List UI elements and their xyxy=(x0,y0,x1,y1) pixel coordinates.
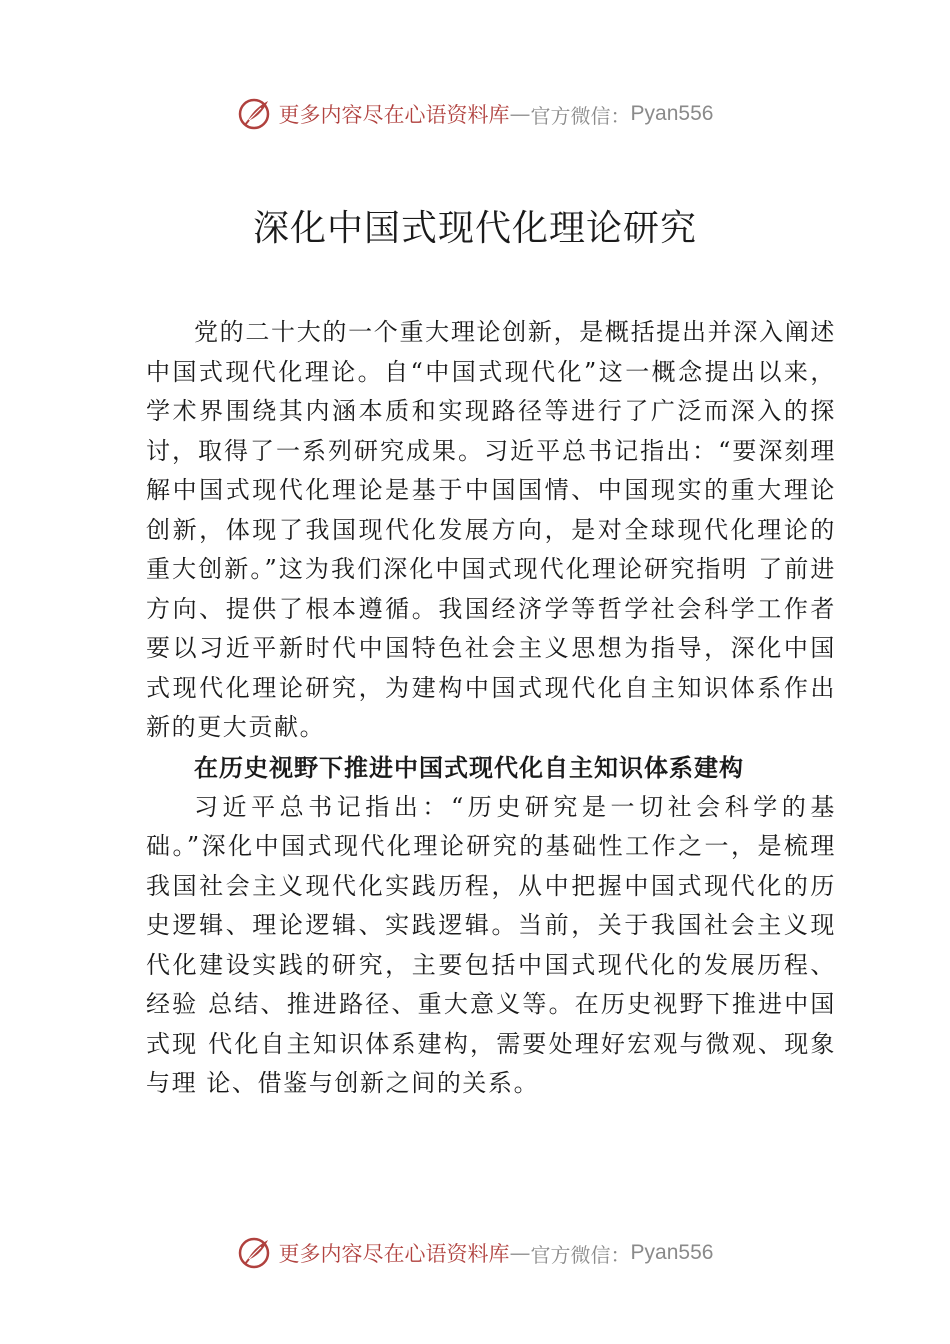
banner-separator: — xyxy=(509,1241,531,1265)
document-title: 深化中国式现代化理论研究 xyxy=(252,208,697,249)
header-banner xyxy=(0,94,950,134)
paragraph-intro: 党的二十大的一个重大理论创新，是概括提出并深入阐述中国式现代化理论。自“中国式现代化”这一概念提出以来，学术界围绕其内涵本质和实现路径等进行了广泛而深入的探讨，取得了一系列研究成果。习近平总书记指出：“要深刻理解中国式现代化理论是基于中国国情、中国现实的重大理论创新，体现了我国现代化发展方向，是对全球现代化理论的重大创新。”这为我们深化中国式现代化理论研究指明 了前进方向、提供了根本遵循。我国经济学等哲学社会科学工作者要以习近平新时代中国特色社会主义思想为指导，深化中国式现代化理论研究，为建构中国式现代化自主知识体系作出新的更大贡献。 xyxy=(146,318,836,741)
document-body xyxy=(146,313,836,1104)
banner-main-text: 更多内容尽在心语资料库 xyxy=(278,103,510,127)
banner-wechat-label: 官方微信： xyxy=(530,103,631,128)
banner-separator: — xyxy=(509,102,531,126)
banner-wechat-id: Pyan556 xyxy=(630,102,714,125)
banner-wechat-id: Pyan556 xyxy=(630,1241,714,1264)
paragraph-history: 习近平总书记指出：“历史研究是一切社会科学的基础。”深化中国式现代化理论研究的基础性工作之一，是梳理我国社会主义现代化实践历程，从中把握中国式现代化的历史逻辑、理论逻辑、实践逻辑。当前，关于我国社会主义现代化建设实践的研究，主要包括中国式现代化的发展历程、经验 总结、推进路径、重大意义等。在历史视野下推进中国式现 代化自主知识体系建构，需要处理好宏观与微观、现象与理 论、借鉴与创新之间的关系。 xyxy=(146,792,836,1097)
quill-logo-icon xyxy=(237,96,273,132)
banner-main-text: 更多内容尽在心语资料库 xyxy=(278,1242,510,1266)
section-heading: 在历史视野下推进中国式现代化自主知识体系建构 xyxy=(194,753,744,782)
quill-logo-icon xyxy=(237,1235,273,1271)
footer-banner xyxy=(0,1233,950,1273)
banner-wechat-label: 官方微信： xyxy=(530,1242,631,1267)
